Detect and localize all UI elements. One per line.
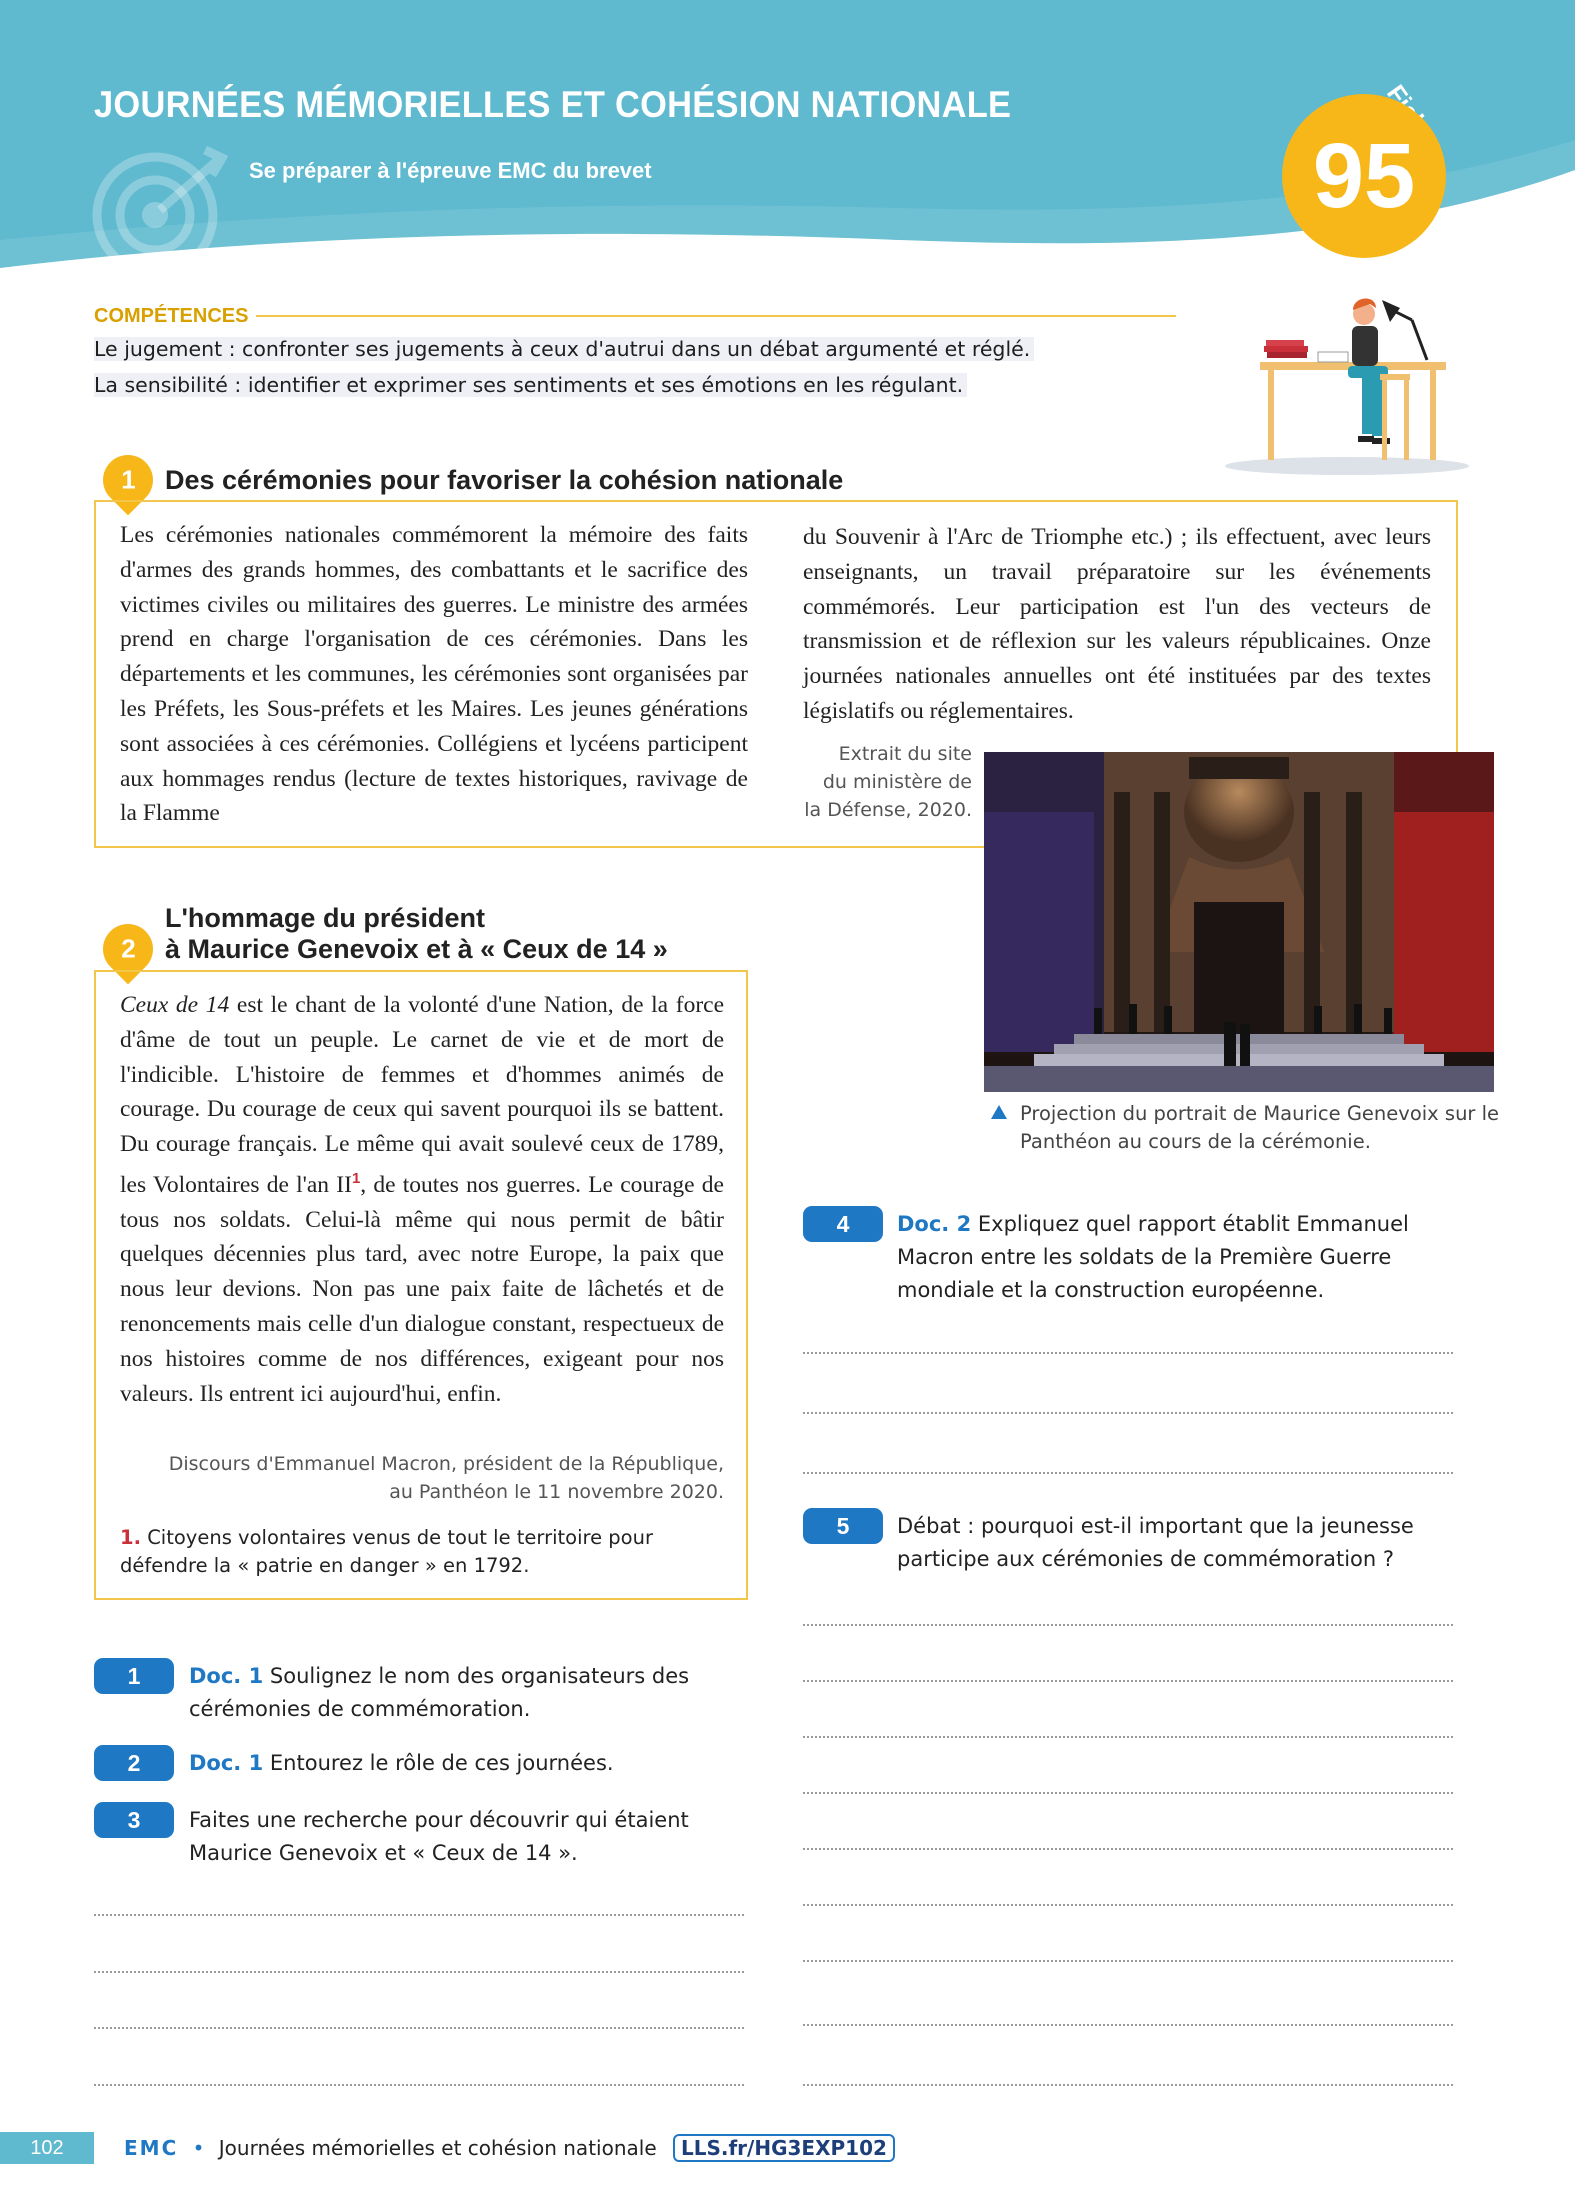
doc1-source-line: Extrait du site bbox=[838, 743, 972, 765]
question-doc-ref: Doc. 1 bbox=[189, 1664, 264, 1688]
doc1-text-column-2: du Souvenir à l'Arc de Triomphe etc.) ; ils effectuent, avec leurs enseignants, un travail préparatoire sur les événements commémorés. Leur participation est l'un des vecteurs de transmission et de réflexion sur les valeurs républicaines. Onze journées nationales annuelles ont été instituées par des textes législatifs ou réglementaires. bbox=[803, 524, 1431, 724]
doc2-source-line: au Panthéon le 11 novembre 2020. bbox=[389, 1481, 724, 1503]
footnote-text: Citoyens volontaires venus de tout le territoire pour défendre la « patrie en danger » en 1792. bbox=[120, 1526, 653, 1577]
doc2-text bbox=[120, 988, 724, 1411]
doc2-text-part: , de toutes nos guerres. Le courage de tous nos soldats. Celui-là même qui nous permit de bâtir quelques décennies plus tard, avec notre Europe, la paix que nous leur devions. Non pas une paix faite de lâchetés et de renoncements mais celle d'un dialogue constant, respectueux de nos histoires comme de nos différences, exigeant pour nos valeurs. Ils entrent ici aujourd'hui, enfin. bbox=[120, 1171, 724, 1407]
question-3-number: 3 bbox=[94, 1802, 174, 1838]
competence-item: La sensibilité : identifier et exprimer ses sentiments et ses émotions en les régulant. bbox=[94, 373, 967, 397]
doc1-source-line: la Défense, 2020. bbox=[804, 799, 972, 821]
question-doc-ref: Doc. 2 bbox=[897, 1212, 972, 1236]
answer-line[interactable] bbox=[803, 2024, 1453, 2026]
question-text: Expliquez quel rapport établit Emmanuel Macron entre les soldats de la Première Guerre mondiale et la construction européenne. bbox=[897, 1212, 1409, 1302]
doc1-source bbox=[780, 740, 972, 824]
question-4-text bbox=[897, 1208, 1457, 1307]
doc1-number: 1 bbox=[120, 464, 136, 495]
footer bbox=[124, 2134, 895, 2162]
question-1-text bbox=[189, 1660, 729, 1726]
answer-line[interactable] bbox=[803, 1960, 1453, 1962]
question-2-text bbox=[189, 1747, 729, 1780]
answer-line[interactable] bbox=[803, 1624, 1453, 1626]
question-text: Soulignez le nom des organisateurs des cérémonies de commémoration. bbox=[189, 1664, 690, 1721]
question-3-text: Faites une recherche pour découvrir qui étaient Maurice Genevoix et « Ceux de 14 ». bbox=[189, 1808, 689, 1865]
answer-line[interactable] bbox=[803, 1848, 1453, 1850]
doc1-top-rule bbox=[94, 500, 1458, 502]
photo-caption: Projection du portrait de Maurice Genevoix sur le Panthéon au cours de la cérémonie. bbox=[1020, 1102, 1500, 1153]
doc2-source bbox=[120, 1450, 724, 1506]
doc1-source-line: du ministère de bbox=[822, 771, 972, 793]
doc2-title-line: L'hommage du président bbox=[165, 903, 485, 933]
doc2-top-rule bbox=[94, 970, 748, 972]
answer-line[interactable] bbox=[803, 1736, 1453, 1738]
pantheon-photo bbox=[984, 752, 1494, 1092]
question-1-number: 1 bbox=[94, 1658, 174, 1694]
doc2-footnote bbox=[120, 1524, 720, 1580]
student-desk-illustration bbox=[1222, 290, 1472, 480]
answer-line[interactable] bbox=[94, 2084, 744, 2086]
answer-line[interactable] bbox=[803, 1792, 1453, 1794]
page-number: 102 bbox=[0, 2132, 94, 2164]
answer-line[interactable] bbox=[803, 1412, 1453, 1414]
answer-line[interactable] bbox=[803, 1904, 1453, 1906]
fiche-badge bbox=[1282, 94, 1446, 258]
answer-line[interactable] bbox=[94, 1914, 744, 1916]
answer-line[interactable] bbox=[803, 1472, 1453, 1474]
page-title: JOURNÉES MÉMORIELLES ET COHÉSION NATIONALE bbox=[94, 84, 1012, 125]
answer-line[interactable] bbox=[803, 1680, 1453, 1682]
question-2-number: 2 bbox=[94, 1745, 174, 1781]
question-5-text: Débat : pourquoi est-il important que la jeunesse participe aux cérémonies de commémoration ? bbox=[897, 1514, 1414, 1571]
answer-line[interactable] bbox=[94, 1971, 744, 1973]
doc1-title: Des cérémonies pour favoriser la cohésion nationale bbox=[165, 465, 844, 495]
competences-title: COMPÉTENCES bbox=[94, 305, 249, 327]
question-text: Entourez le rôle de ces journées. bbox=[269, 1751, 614, 1775]
competences-divider bbox=[256, 315, 1176, 317]
question-5-number: 5 bbox=[803, 1508, 883, 1544]
doc2-source-line: Discours d'Emmanuel Macron, président de la République, bbox=[168, 1453, 724, 1475]
caption-triangle-icon bbox=[990, 1104, 1008, 1120]
page-subtitle: Se préparer à l'épreuve EMC du brevet bbox=[249, 158, 652, 183]
doc2-number: 2 bbox=[120, 933, 136, 964]
question-doc-ref: Doc. 1 bbox=[189, 1751, 264, 1775]
footnote-ref: 1 bbox=[351, 1169, 361, 1187]
answer-line[interactable] bbox=[94, 2027, 744, 2029]
doc2-title-line: à Maurice Genevoix et à « Ceux de 14 » bbox=[165, 934, 668, 964]
question-4-number: 4 bbox=[803, 1206, 883, 1242]
footer-bullet: • bbox=[192, 2136, 205, 2160]
doc2-text-italic: Ceux de 14 bbox=[120, 992, 230, 1018]
doc1-text-column-1: Les cérémonies nationales commémorent la mémoire des faits d'armes des grands hommes, des combattants et le sacrifice des victimes civiles ou militaires des guerres. Le ministre des armées prend en charge l'organisation de ces cérémonies. Dans les départements et les communes, les cérémonies sont organisées par les Préfets, les Sous-préfets et les Maires. Les jeunes générations sont associées à ces cérémonies. Collégiens et lycéens participent aux hommages rendus (lecture de textes historiques, ravivage de la Flamme bbox=[120, 522, 748, 827]
doc2-text-part: est le chant de la volonté d'une Nation, de la force d'âme de tout un peuple. Le carnet de vie et de mort de l'indicible. L'histoire de femmes et d'hommes animés de courage. Du courage de ceux qui savent pourquoi ils se battent. Du courage français. Le même qui avait soulevé ceux de 1789, les Volontaires de l'an II bbox=[120, 992, 725, 1198]
footer-chapter: Journées mémorielles et cohésion nationale bbox=[218, 2136, 657, 2160]
answer-line[interactable] bbox=[803, 2084, 1453, 2086]
answer-line[interactable] bbox=[803, 1352, 1453, 1354]
footer-link[interactable]: LLS.fr/HG3EXP102 bbox=[673, 2134, 895, 2162]
doc2-title bbox=[165, 903, 668, 965]
footnote-number: 1. bbox=[120, 1526, 141, 1549]
competence-item: Le jugement : confronter ses jugements à ceux d'autrui dans un débat argumenté et réglé. bbox=[94, 337, 1034, 361]
footer-subject: EMC bbox=[124, 2136, 179, 2160]
fiche-number: 95 bbox=[1312, 124, 1416, 227]
